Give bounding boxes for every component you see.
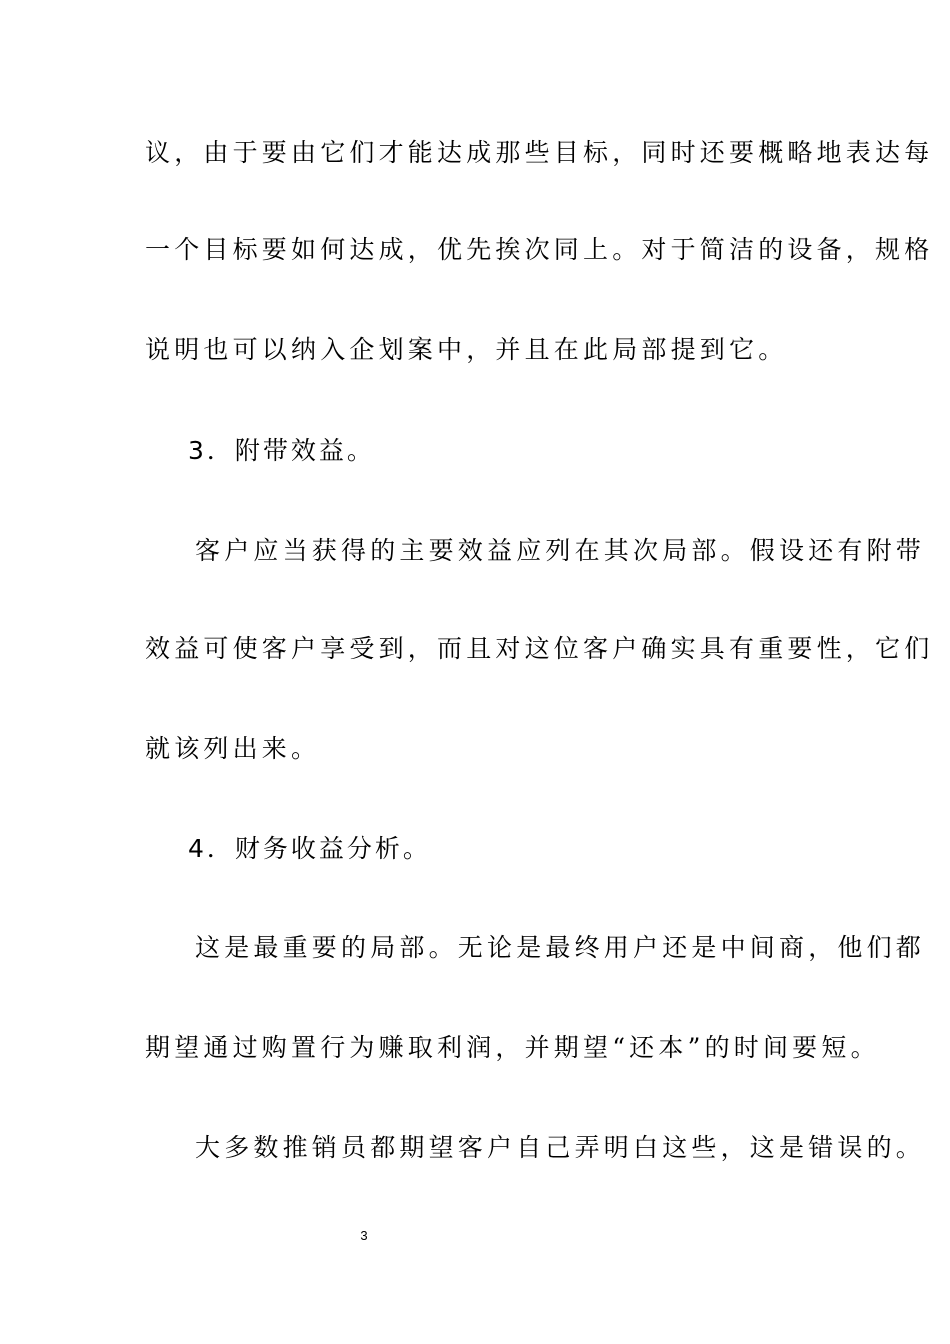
paragraph-line: 大多数推销员都期望客户自己弄明白这些，这是错误的。 bbox=[195, 1133, 926, 1162]
paragraph-line: 效益可使客户享受到，而且对这位客户确实具有重要性，它们 bbox=[145, 634, 934, 663]
section-heading-3: 3．附带效益。 bbox=[188, 436, 375, 465]
paragraph-line: 客户应当获得的主要效益应列在其次局部。假设还有附带 bbox=[195, 536, 926, 565]
paragraph-line: 这是最重要的局部。无论是最终用户还是中间商，他们都 bbox=[195, 933, 926, 962]
section-heading-4: 4．财务收益分析。 bbox=[188, 834, 431, 863]
page-number: 3 bbox=[360, 1228, 368, 1243]
paragraph-line: 一个目标要如何达成，优先挨次同上。对于简洁的设备，规格 bbox=[145, 235, 934, 264]
paragraph-line: 议，由于要由它们才能达成那些目标，同时还要概略地表达每 bbox=[145, 138, 934, 167]
paragraph-line: 就该列出来。 bbox=[145, 734, 321, 763]
paragraph-line: 说明也可以纳入企划案中，并且在此局部提到它。 bbox=[145, 335, 788, 364]
paragraph-line: 期望通过购置行为赚取利润，并期望“还本”的时间要短。 bbox=[145, 1033, 880, 1062]
